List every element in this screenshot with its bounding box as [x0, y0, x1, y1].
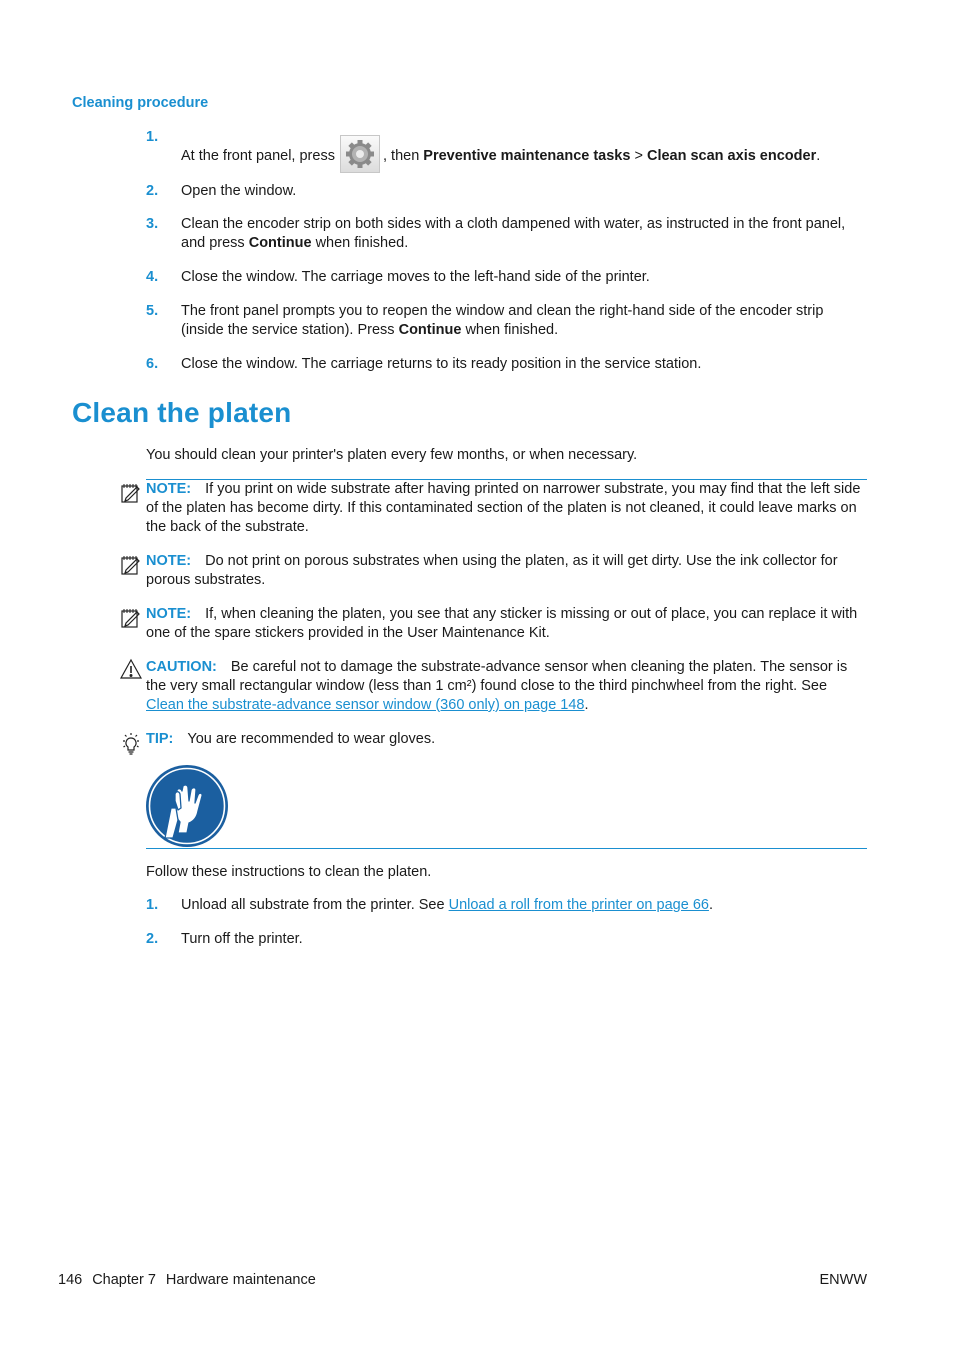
- step-number: 5.: [146, 303, 159, 319]
- step-text-end: .: [708, 897, 713, 913]
- procedure-step-3: [146, 215, 868, 253]
- note-pencil-icon: [120, 482, 142, 504]
- caution-text: Be careful not to damage the substrate-advance sensor when cleaning the platen. The sensor is the very small rectangular window (less than 1 cm²) found close to the third pinchwheel from the right. See: [146, 659, 848, 694]
- footer-title: Hardware maintenance: [165, 1272, 316, 1288]
- follow-paragraph: Follow these instructions to clean the platen.: [146, 864, 432, 880]
- warning-triangle-icon: [120, 658, 142, 680]
- step-number: 4.: [146, 269, 159, 285]
- procedure-step-5: [146, 302, 868, 340]
- settings-gear-icon: [340, 135, 380, 173]
- step-text: Open the window.: [181, 183, 297, 199]
- note-pencil-icon: [120, 607, 142, 629]
- step-text-mid: , then: [382, 147, 424, 164]
- step-text: At the front panel, press: [181, 147, 339, 164]
- lightbulb-icon: [120, 732, 142, 754]
- platen-step-1: [146, 896, 868, 915]
- tip-gloves: [146, 730, 866, 749]
- procedure-step-6: [146, 355, 868, 374]
- caution-sensor: [146, 658, 866, 715]
- step-text: Unload all substrate from the printer. See: [181, 897, 449, 913]
- note-pencil-icon: [120, 554, 142, 576]
- step-number: 1.: [146, 897, 159, 913]
- page-footer-right: ENWW: [819, 1272, 867, 1288]
- link-unload-roll[interactable]: Unload a roll from the printer on page 66: [448, 897, 709, 913]
- step-number: 3.: [146, 216, 159, 232]
- continue-keyword: Continue: [398, 322, 462, 338]
- menu-separator: >: [630, 147, 647, 164]
- menu-path-clean-encoder: Clean scan axis encoder: [646, 147, 817, 164]
- section-subheading: Cleaning procedure: [72, 95, 209, 111]
- note-label: NOTE:: [146, 553, 192, 569]
- step-number: 2.: [146, 183, 159, 199]
- step-number: 6.: [146, 356, 159, 372]
- note-wide-substrate: [146, 480, 866, 537]
- caution-end: .: [584, 697, 589, 713]
- step-number: 2.: [146, 931, 159, 947]
- platen-step-2: [146, 930, 868, 949]
- caution-label: CAUTION:: [146, 659, 217, 675]
- section-rule-bottom: [146, 848, 867, 849]
- note-porous-substrates: [146, 552, 866, 590]
- intro-paragraph: You should clean your printer's platen every few months, or when necessary.: [146, 447, 638, 463]
- step-text: Clean the encoder strip on both sides with a cloth dampened with water, as instructed in the front panel, and press: [181, 216, 846, 251]
- step-text-end: when finished.: [311, 235, 409, 251]
- step-text: Close the window. The carriage moves to the left-hand side of the printer.: [181, 269, 650, 285]
- wear-gloves-icon: [145, 764, 229, 848]
- continue-keyword: Continue: [248, 235, 312, 251]
- page-number: 146: [58, 1272, 83, 1288]
- step-text: Close the window. The carriage returns to its ready position in the service station.: [181, 356, 702, 372]
- footer-chapter: Chapter 7: [92, 1272, 156, 1288]
- step-text-end: .: [816, 147, 821, 164]
- page-heading: Clean the platen: [72, 397, 292, 428]
- tip-label: TIP:: [146, 731, 174, 747]
- note-text: If you print on wide substrate after having printed on narrower substrate, you may find that the left side of the platen has become dirty. If this contaminated section of the platen is not cleaned, it could leave marks on the back of the substrate.: [146, 481, 861, 535]
- note-text: Do not print on porous substrates when using the platen, as it will get dirty. Use the ink collector for porous substrates.: [146, 553, 838, 588]
- tip-text: You are recommended to wear gloves.: [187, 731, 436, 747]
- step-text: Turn off the printer.: [181, 931, 303, 947]
- step-number: 1.: [146, 129, 159, 145]
- note-label: NOTE:: [146, 606, 192, 622]
- step-text-end: when finished.: [461, 322, 559, 338]
- menu-path-preventive: Preventive maintenance tasks: [423, 147, 631, 164]
- step-text: The front panel prompts you to reopen the window and clean the right-hand side of the encoder strip (inside the service station). Press: [181, 303, 824, 338]
- note-text: If, when cleaning the platen, you see that any sticker is missing or out of place, you can replace it with one of the spare stickers provided in the User Maintenance Kit.: [146, 606, 858, 641]
- page-footer-left: [58, 1272, 326, 1288]
- procedure-step-4: [146, 268, 868, 287]
- link-clean-sensor-window[interactable]: Clean the substrate-advance sensor window (360 only) on page 148: [146, 697, 585, 713]
- procedure-step-2: [146, 182, 868, 201]
- procedure-step-1: [146, 129, 868, 175]
- note-stickers: [146, 605, 866, 643]
- note-label: NOTE:: [146, 481, 192, 497]
